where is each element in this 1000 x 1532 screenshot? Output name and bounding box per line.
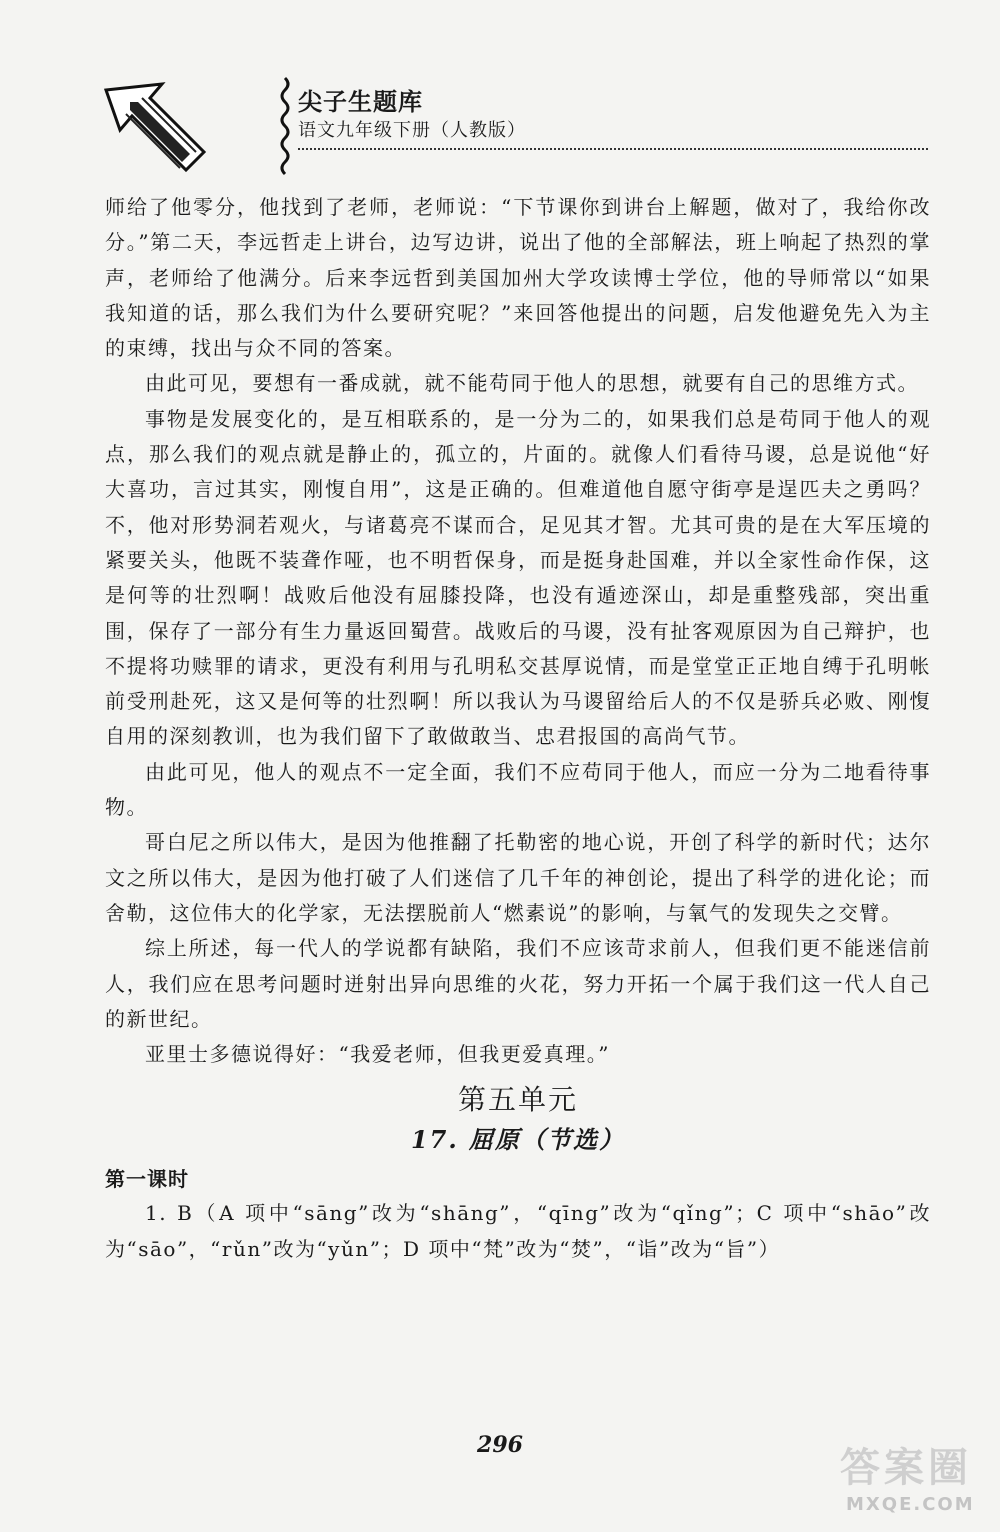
paragraph: 由此可见，要想有一番成就，就不能苟同于他人的思想，就要有自己的思维方式。: [145, 371, 919, 396]
paragraph: 综上所述，每一代人的学说都有缺陷，我们不应该苛求前人，但我们更不能迷信前人，我们应在思考问题时迸射出异向思维的火花，努力开拓一个属于我们这一代人自己的新世纪。: [105, 936, 931, 1031]
paragraph: 哥白尼之所以伟大，是因为他推翻了托勒密的地心说，开创了科学的新时代；达尔文之所以伟大，是因为他打破了人们迷信了几千年的神创论，提出了科学的进化论；而舍勒，这位伟大的化学家，无法摆脱前人“燃素说”的影响，与氧气的发现失之交臂。: [105, 830, 931, 925]
book-subtitle: 语文九年级下册（人教版）: [298, 120, 526, 141]
page-body: [105, 190, 931, 1267]
watermark-site: MXQE.COM: [846, 1494, 975, 1515]
book-title: 尖子生题库: [298, 88, 423, 116]
header-divider: [298, 148, 928, 150]
unit-title: 第五单元: [457, 1083, 578, 1117]
paragraph: 亚里士多德说得好：“我爱老师，但我更爱真理。”: [145, 1042, 610, 1067]
section-title: 第一课时: [105, 1167, 189, 1192]
answer-item: 1. B（A 项中“sāng”改为“shāng”，“qīng”改为“qǐng”；C 项中“shāo”改为“sāo”，“rǔn”改为“yǔn”；D 项中“梵”改为“焚”，“诣”改为“旨”）: [105, 1201, 931, 1261]
chain-ornament-icon: [278, 76, 292, 176]
page-header: [100, 72, 940, 182]
paragraph: 师给了他零分，他找到了老师，老师说：“下节课你到讲台上解题，做对了，我给你改分。”第二天，李远哲走上讲台，边写边讲，说出了他的全部解法，班上响起了热烈的掌声，老师给了他满分。后来李远哲到美国加州大学攻读博士学位，他的导师常以“如果我知道的话，那么我们为什么要研究呢？”来回答他提出的问题，启发他避免先入为主的束缚，找出与众不同的答案。: [105, 195, 931, 361]
watermark-logo: 答案圈: [840, 1445, 972, 1491]
watermark: [832, 1436, 992, 1526]
page-number: 296: [477, 1432, 523, 1458]
paragraph: 由此可见，他人的观点不一定全面，我们不应苟同于他人，而应一分为二地看待事物。: [105, 759, 931, 820]
lesson-title: 17. 屈原（节选）: [410, 1125, 626, 1155]
arrow-logo-icon: [100, 72, 210, 182]
paragraph: 事物是发展变化的，是互相联系的，是一分为二的，如果我们总是苟同于他人的观点，那么我们的观点就是静止的，孤立的，片面的。就像人们看待马谡，总是说他“好大喜功，言过其实，刚愎自用”，这是正确的。但难道他自愿守街亭是逞匹夫之勇吗？不，他对形势洞若观火，与诸葛亮不谋而合，足见其才智。尤其可贵的是在大军压境的紧要关头，他既不装聋作哑，也不明哲保身，而是挺身赴国难，并以全家性命作保，这是何等的壮烈啊！战败后他没有屈膝投降，也没有遁迹深山，却是重整残部，突出重围，保存了一部分有生力量返回蜀营。战败后的马谡，没有扯客观原因为自己辩护，也不提将功赎罪的请求，更没有利用与孔明私交甚厚说情，而是堂堂正正地自缚于孔明帐前受刑赴死，这又是何等的壮烈啊！所以我认为马谡留给后人的不仅是骄兵必败、刚愎自用的深刻教训，也为我们留下了敢做敢当、忠君报国的高尚气节。: [105, 406, 931, 749]
